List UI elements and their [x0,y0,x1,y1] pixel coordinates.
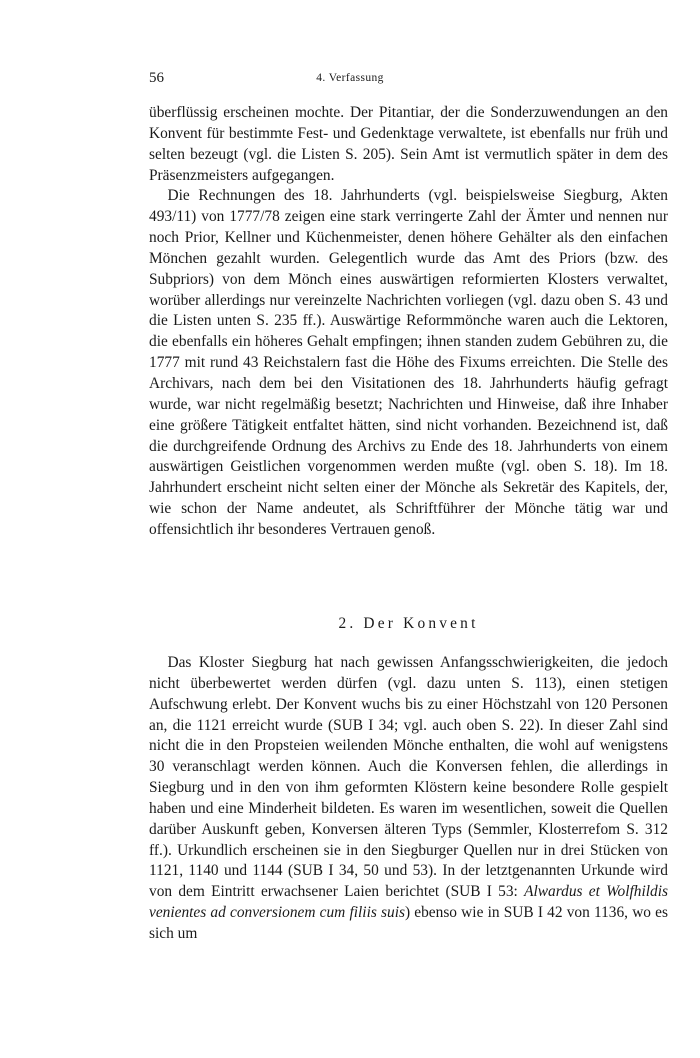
paragraph-1: überflüssig erscheinen mochte. Der Pitantiar, der die Sonderzuwendungen an den Konvent für bestimmte Fest- und Gedenktage verwaltete, ist ebenfalls nur früh und selten bezeugt (vgl. die Listen S. 205). Sein Amt ist vermutlich später in dem des Präsenzmeisters aufgegangen. [149,104,668,184]
section-text-start: Das Kloster Siegburg hat nach gewissen Anfangsschwierigkeiten, die jedoch nicht überbewertet werden dürfen (vgl. dazu unten S. 113), einen stetigen Aufschwung erlebt. Der Konvent wuchs bis zu einer Höchstzahl von 120 Personen an, die 1121 erreicht wurde (SUB I 34; vgl. auch oben S. 22). In dieser Zahl sind nicht die in den Propsteien weilenden Mönche enthalten, die wohl auf wenigstens 30 veranschlagt werden können. Auch die Konversen fehlen, die allerdings in Siegburg und in den von ihm geformten Klöstern keine besondere Rolle gespielt haben und eine Minderheit bildeten. Es waren im wesentlichen, soweit die Quellen darüber Auskunft geben, Konversen älteren Typs (Semmler, Klosterrefom S. 312 ff.). Urkundlich erscheinen sie in den Siegburger Quellen nur in drei Stücken von 1121, 1140 und 1144 (SUB I 34, 50 und 53). In der letztgenannten Urkunde wird von dem Eintritt erwachsener Laien berichtet (SUB I 53: [149,654,668,901]
section-body [149,653,668,945]
latin-quote: Alwardus et Wolfhildis venientes ad conversionem cum filiis suis [149,883,668,922]
section-heading: 2. Der Konvent [338,615,479,632]
running-head: 4. Verfassung [316,72,384,84]
section-paragraph [149,653,668,945]
section-text-end: ) ebenso wie in SUB I 42 von 1136, wo es sich um [149,904,669,942]
page-number: 56 [149,70,164,86]
body-text [149,103,668,541]
paragraph-2: Die Rechnungen des 18. Jahrhunderts (vgl. beispielsweise Siegburg, Akten 493/11) von 1777/78 zeigen eine stark verringerte Zahl der Ämter und nennen nur noch Prior, Kellner und Küchenmeister, denen höhere Gehälter als den einfachen Mönchen gezahlt wurden. Gelegentlich wurde das Amt des Priors (bzw. des Subpriors) von dem Mönch eines auswärtigen reformierten Klosters verwaltet, worüber allerdings nur vereinzelte Nachrichten vorliegen (vgl. dazu oben S. 43 und die Listen unten S. 235 ff.). Auswärtige Reformmönche waren auch die Lektoren, die ebenfalls ein höheres Gehalt empfingen; ihnen standen zudem Gebühren zu, die 1777 mit rund 43 Reichstalern fast die Höhe des Fixums erreichten. Die Stelle des Archivars, nach dem bei den Visitationen des 18. Jahrhunderts häufig gefragt wurde, war nicht regelmäßig besetzt; Nachrichten und Hinweise, daß ihre Inhaber eine größere Tätigkeit entfaltet hätten, sind nicht vorhanden. Bezeichnend ist, daß die durchgreifende Ordnung des Archivs zu Ende des 18. Jahrhunderts von einem auswärtigen Geistlichen vorgenommen werden mußte (vgl. oben S. 18). Im 18. Jahrhundert erscheint nicht selten einer der Mönche als Sekretär des Kapitels, der, wie schon der Name andeutet, als Schriftführer der Mönche tätig war und offensichtlich ihr besonderes Vertrauen genoß. [149,187,668,538]
